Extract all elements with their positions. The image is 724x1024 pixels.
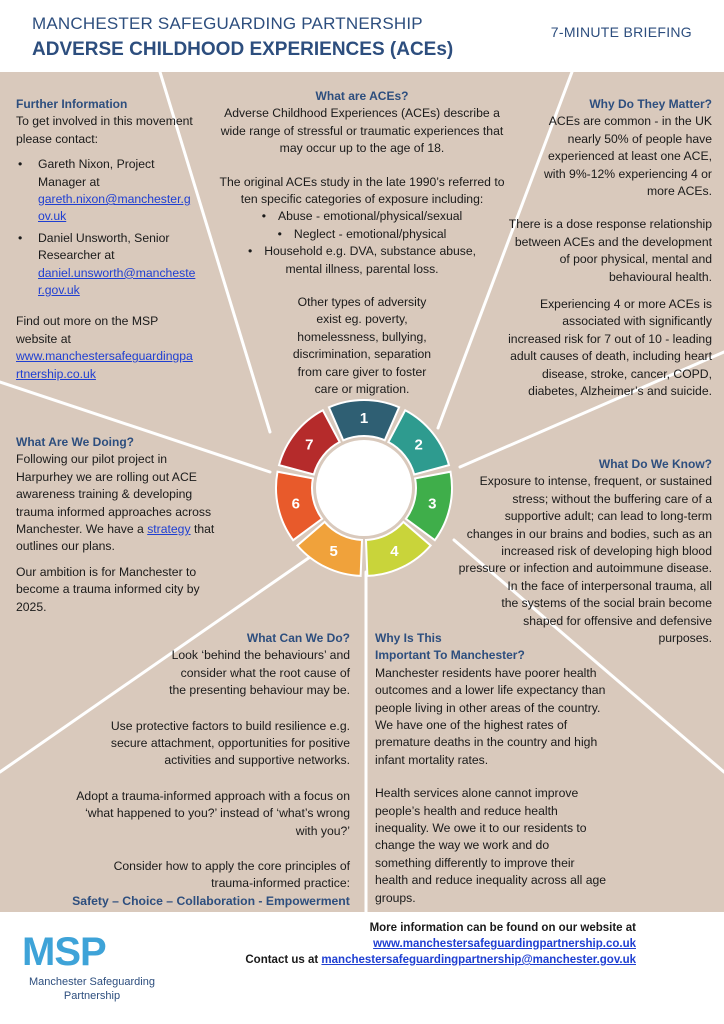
further-info-intro: To get involved in this movement please contact: [16, 114, 193, 146]
why-matter-heading: Why Do They Matter? [589, 97, 712, 111]
wheel-number-1: 1 [359, 410, 369, 427]
footer-contact [245, 920, 636, 968]
what-know-stress: Exposure to intense, frequent, or sustained stress; without the buffering care of a supportive adult; can lead to long-term changes in our brains and bodies, such as an increased risk of developing high blood pressure or infection and autoimmune disease. [458, 474, 712, 576]
what-are-aces-heading: What are ACEs? [315, 89, 409, 103]
what-know-trauma: In the face of interpersonal trauma, all the systems of the social brain become shaped for offensive and defensive purposes. [501, 578, 712, 646]
what-know-section [458, 456, 712, 655]
msp-website-link[interactable]: www.manchestersafeguardingpartnership.co.uk [16, 349, 193, 381]
what-doing-section [16, 434, 226, 624]
ambition-text: Our ambition is for Manchester to become a trauma informed city by 2025. [16, 564, 200, 614]
what-are-aces-definition: Adverse Childhood Experiences (ACEs) describe a wide range of stressful or traumatic experiences that may occur up to the age of 18. [220, 106, 504, 156]
what-doing-text: Following our pilot project in Harpurhey we are rolling out ACE awareness training & developing trauma informed approaches across Manchester. We have a strategy that outlines our plans. [16, 452, 215, 554]
important-heading-2: Important To Manchester? [375, 648, 525, 663]
can-do-trauma-informed: Adopt a trauma-informed approach with a focus on ‘what happened to you?’ instead of ‘what’s wrong with you?’ [76, 788, 350, 838]
aces-categories [236, 208, 488, 278]
contact-name: Daniel Unsworth, Senior Researcher at [38, 230, 170, 263]
why-matter-section [508, 96, 712, 409]
logo-letters: MSP [22, 930, 106, 974]
can-do-principles-intro: Consider how to apply the core principles of trauma-informed practice: [113, 859, 350, 891]
further-info-heading: Further Information [16, 97, 128, 111]
contact-item [16, 230, 196, 300]
what-are-aces-study: The original ACEs study in the late 1990’s referred to ten specific categories of exposure including: [219, 174, 505, 207]
can-do-protective: Use protective factors to build resilience e.g. secure attachment, opportunities for positive activities and supportive networks. [110, 718, 350, 768]
briefing-label: 7-MINUTE BRIEFING [550, 24, 692, 40]
what-can-do-heading: What Can We Do? [246, 631, 350, 645]
contact-name: Gareth Nixon, Project Manager at [38, 157, 155, 189]
what-know-heading: What Do We Know? [598, 457, 712, 471]
footer-website-text: More information can be found on our website at [369, 922, 636, 934]
category-item: • Abuse - emotional/physical/sexual [236, 208, 488, 225]
what-can-do-section [62, 630, 350, 928]
important-section [375, 630, 607, 915]
wheel-number-2: 2 [414, 436, 423, 454]
category-item: • Neglect - emotional/physical [236, 226, 488, 243]
contact-list [16, 156, 196, 299]
footer-email-link[interactable]: manchestersafeguardingpartnership@manchester.gov.uk [321, 954, 636, 966]
footer-email-line: Contact us at manchestersafeguardingpartnership@manchester.gov.uk [245, 954, 636, 966]
wheel-center [316, 440, 412, 536]
contact-item [16, 156, 196, 226]
category-item: • Household e.g. DVA, substance abuse, mental illness, parental loss. [236, 243, 488, 278]
important-heading-1: Why Is This [375, 631, 442, 645]
why-matter-risk: Experiencing 4 or more ACEs is associated with significantly increased risk for 7 out of 10 - leading adult causes of death, including heart disease, stroke, cancer, COPD, diabetes, Alzheimer’s and suicide. [508, 297, 712, 399]
header [0, 0, 724, 72]
core-principles: Safety – Choice – Collaboration - Empowerment [72, 893, 350, 908]
wheel-number-5: 5 [329, 543, 338, 561]
can-do-behaviours: Look ‘behind the behaviours’ and consider what the root cause of the presenting behaviour may be. [169, 648, 350, 698]
seven-step-wheel [272, 396, 456, 580]
footer [0, 912, 724, 1024]
logo-text [22, 930, 172, 975]
logo-subtitle: Manchester Safeguarding Partnership [29, 976, 155, 1002]
wheel-number-4: 4 [390, 543, 399, 561]
other-adversity-text: Other types of adversity exist eg. poverty, homelessness, bullying, discrimination, separation from care giver to foster care or migration. [292, 295, 432, 397]
contact-email-link[interactable]: daniel.unsworth@manchester.gov.uk [38, 265, 196, 298]
important-health-outcomes: Manchester residents have poorer health outcomes and a lower life expectancy than people living in other areas of the country. We have one of the highest rates of premature deaths in the country and high infant mortality rates. [375, 665, 606, 767]
msp-logo [22, 930, 172, 1003]
what-doing-heading: What Are We Doing? [16, 435, 134, 449]
contact-email-link[interactable]: gareth.nixon@manchester.gov.uk [38, 192, 191, 224]
page-title: ADVERSE CHILDHOOD EXPERIENCES (ACEs) [32, 39, 454, 60]
org-name: MANCHESTER SAFEGUARDING PARTNERSHIP [32, 14, 423, 33]
footer-website-link[interactable]: www.manchestersafeguardingpartnership.co.uk [373, 938, 636, 950]
important-health-services: Health services alone cannot improve people’s health and reduce health inequality. We owe it to our residents to change the way we work and do something differently to improve their health and reduce inequality across all age groups. [375, 786, 607, 905]
wheel-number-6: 6 [291, 495, 300, 513]
wheel-number-7: 7 [305, 436, 314, 454]
why-matter-prevalence: ACEs are common - in the UK nearly 50% of people have experienced at least one ACE, with 9%-12% experiencing 4 or more ACEs. [543, 114, 712, 199]
more-info-text: Find out more on the MSP website at [16, 314, 159, 346]
why-matter-dose-response: There is a dose response relationship between ACEs and the development of poor physical, mental and behavioural health. [508, 217, 712, 284]
wheel-number-3: 3 [428, 495, 437, 513]
what-are-aces-section [212, 88, 512, 399]
strategy-link[interactable]: strategy [147, 522, 191, 537]
further-info-section [16, 96, 196, 383]
